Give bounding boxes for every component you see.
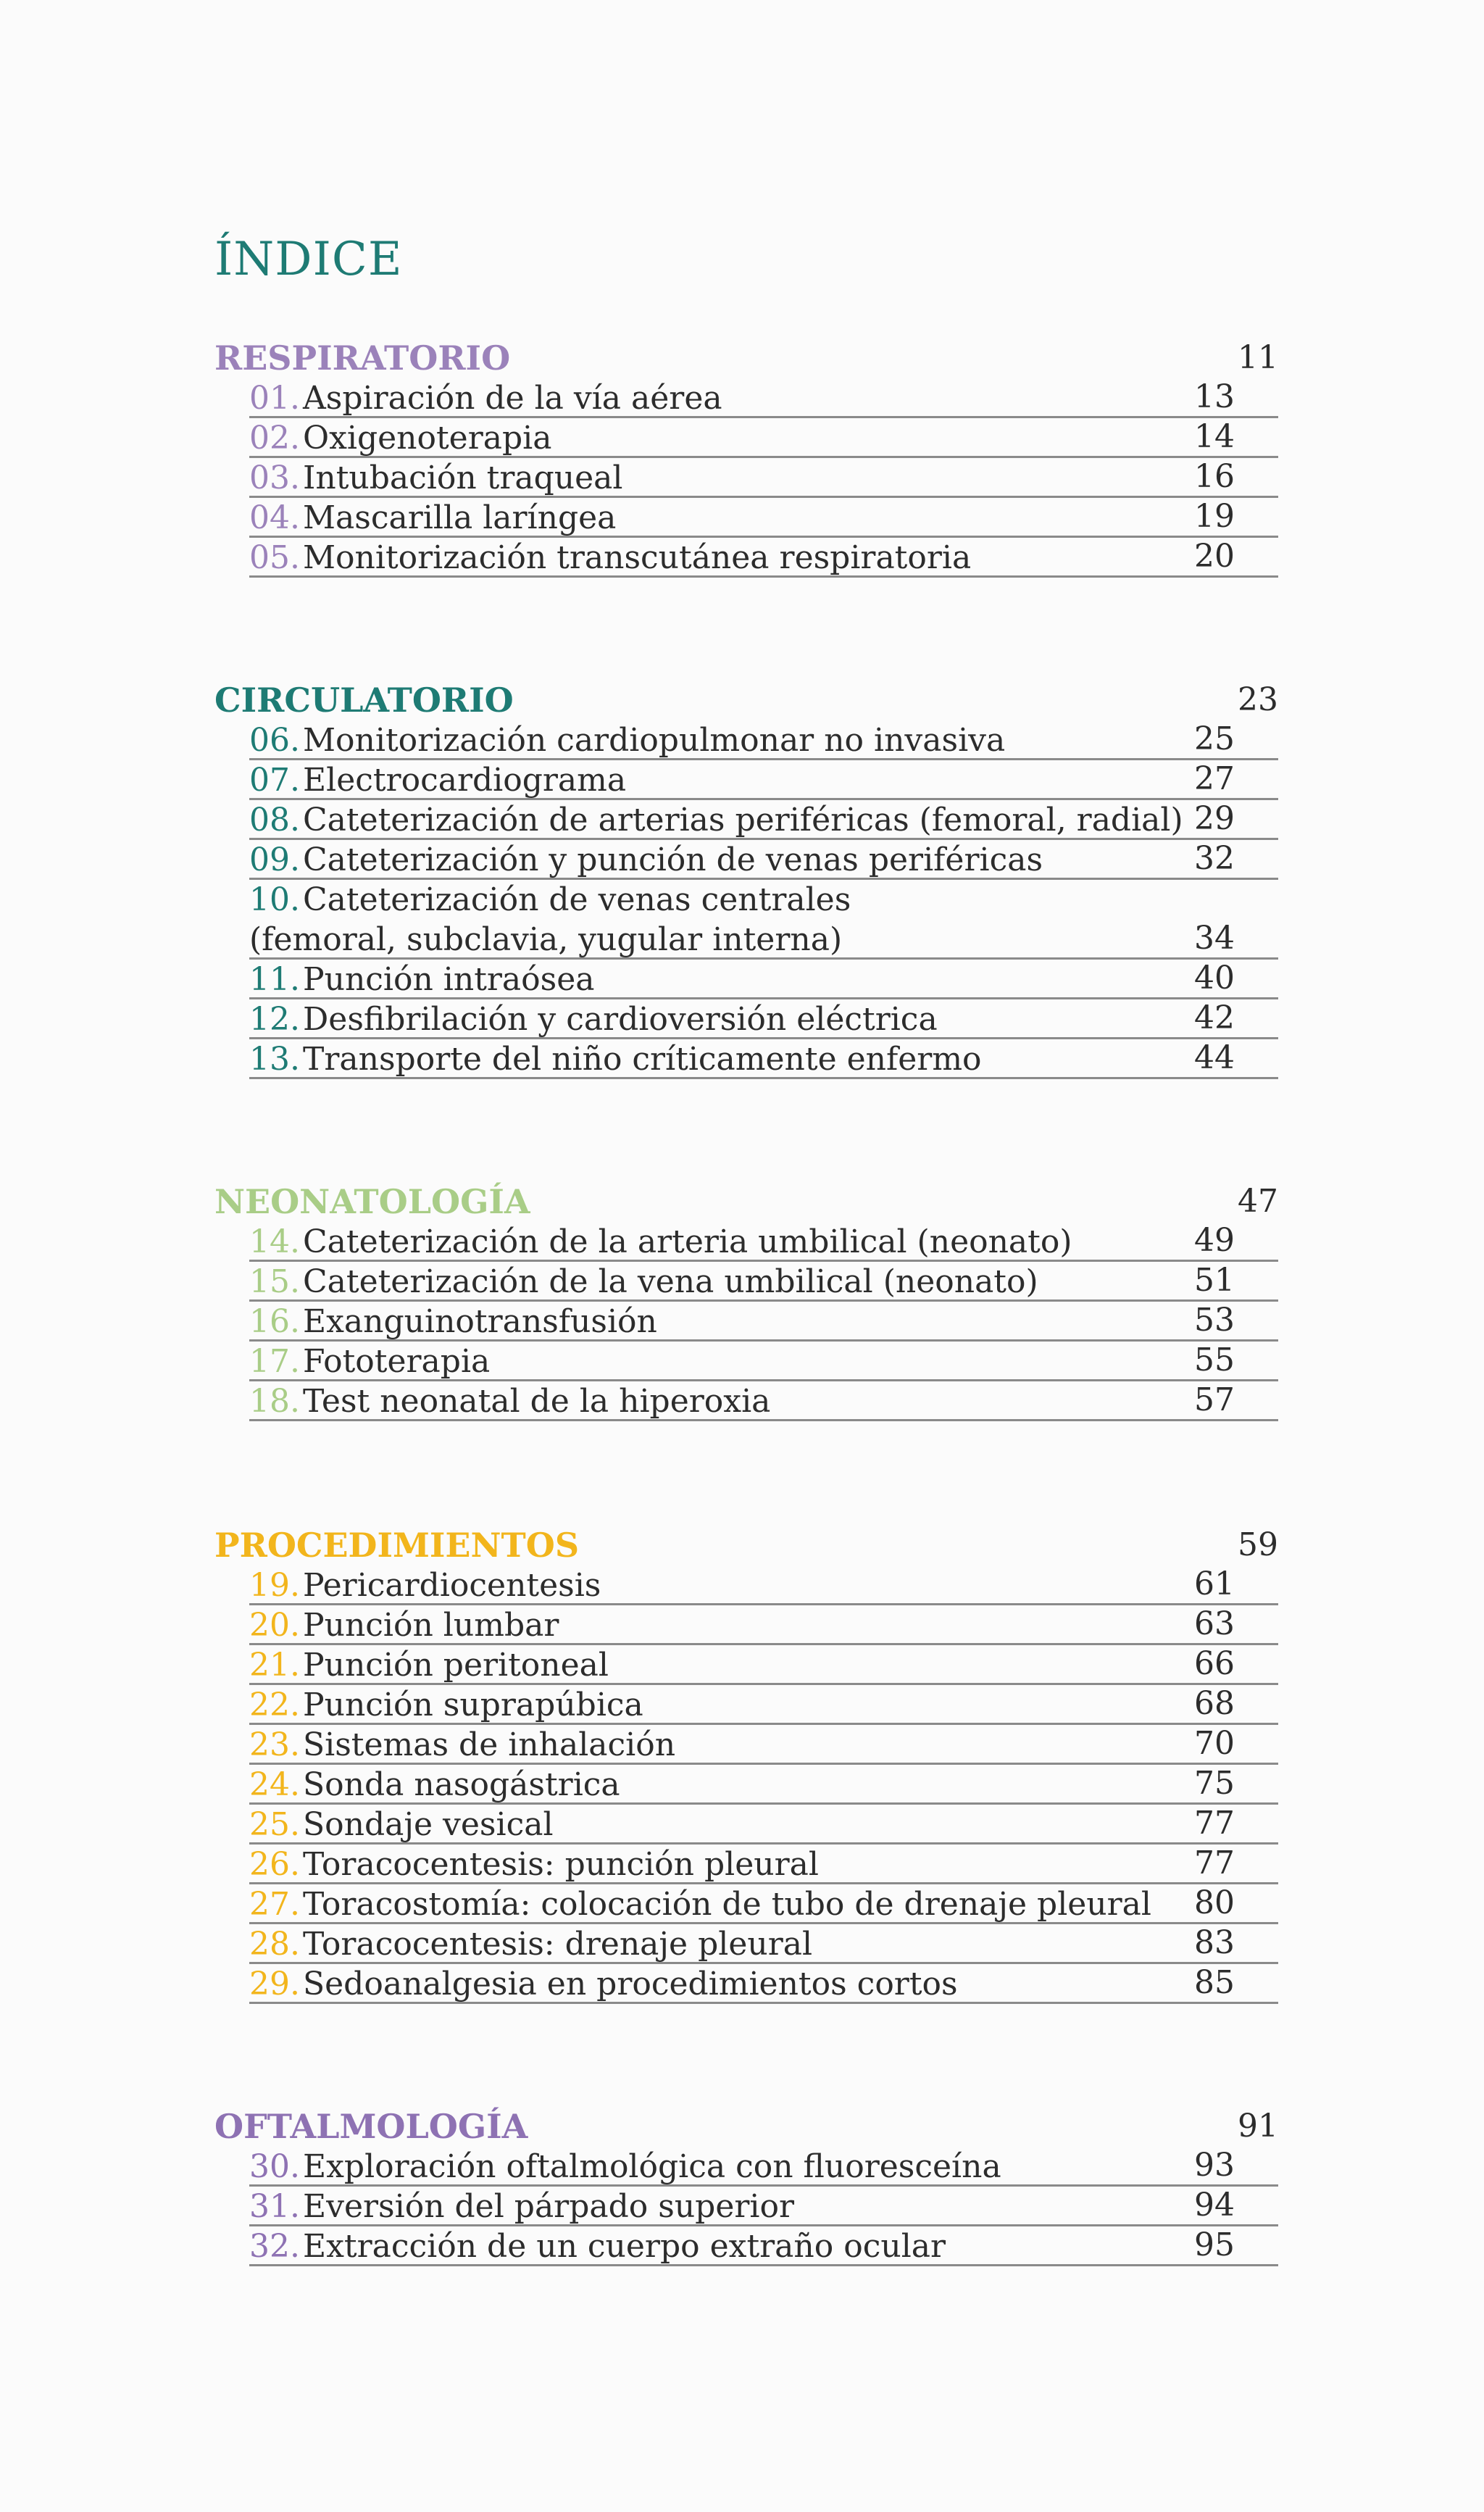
toc-entry[interactable] [249,498,1278,538]
entry-page-number: 77 [1194,1845,1235,1881]
entry-page-number: 57 [1194,1381,1235,1418]
toc-entry[interactable] [249,2187,1278,2226]
toc-entry[interactable] [249,1302,1278,1342]
entry-title: Cateterización y punción de venas periféricas [303,841,1043,878]
entry-title: Monitorización transcutánea respiratoria [303,539,972,576]
entry-number: 13. [249,1041,300,1078]
entry-page-number: 32 [1194,840,1235,877]
toc-entry[interactable] [249,1685,1278,1725]
entry-number: 26. [249,1846,300,1883]
entry-number: 18. [249,1383,300,1420]
entry-number: 27. [249,1886,300,1923]
entry-title-continued: (femoral, subclavia, yugular interna) [249,921,843,958]
entry-page-number: 25 [1194,720,1235,757]
section-title: OFTALMOLOGÍA [214,2107,528,2146]
entry-page-number: 40 [1194,960,1235,997]
entry-title: Punción intraósea [303,961,595,998]
entry-title: Toracostomía: colocación de tubo de drenaje pleural [303,1886,1151,1923]
toc-entry[interactable] [249,378,1278,418]
entry-title: Test neonatal de la hiperoxia [303,1383,771,1420]
toc-entry[interactable] [249,1964,1278,2004]
entry-page-number: 75 [1194,1765,1235,1802]
entry-title: Sonda nasogástrica [303,1766,620,1803]
toc-entry[interactable] [249,1765,1278,1805]
toc-entry[interactable] [249,960,1278,999]
entry-page-number: 80 [1194,1884,1235,1921]
section-respiratorio [214,338,1278,578]
entry-page-number: 55 [1194,1342,1235,1378]
toc-entry[interactable] [249,2147,1278,2187]
toc-entry[interactable] [249,1645,1278,1685]
toc-entry[interactable] [249,1342,1278,1381]
entry-title: Transporte del niño críticamente enfermo [303,1041,982,1078]
toc-entry[interactable] [249,1605,1278,1645]
entry-page-number: 95 [1194,2226,1235,2263]
entry-number: 08. [249,802,300,839]
section-circulatorio [214,680,1278,1079]
entry-number: 19. [249,1567,300,1604]
entry-title: Sistemas de inhalación [303,1726,676,1763]
entry-page-number: 16 [1194,458,1235,495]
entry-number: 28. [249,1926,300,1963]
entry-number: 29. [249,1966,300,2002]
entry-title: Punción peritoneal [303,1647,609,1684]
entry-title: Eversión del párpado superior [303,2188,795,2225]
entry-title: Cateterización de la vena umbilical (neonato) [303,1263,1038,1300]
entry-number: 03. [249,459,300,496]
section-title: RESPIRATORIO [214,338,511,378]
entry-title: Extracción de un cuerpo extraño ocular [303,2228,946,2265]
section-procedimientos [214,1525,1278,2004]
entry-number: 30. [249,2148,300,2185]
entry-page-number: 13 [1194,378,1235,415]
toc-entry[interactable] [249,1884,1278,1924]
section-header [214,1525,1278,1565]
entry-title: Exanguinotransfusión [303,1303,657,1340]
toc-entry[interactable] [249,1805,1278,1845]
toc-entry[interactable] [249,1845,1278,1884]
toc-entry[interactable] [249,800,1278,840]
entry-title: Aspiración de la vía aérea [303,380,722,417]
toc-entry[interactable] [249,1262,1278,1302]
entry-number: 02. [249,420,300,457]
entry-title: Punción suprapúbica [303,1687,643,1723]
entry-title: Sedoanalgesia en procedimientos cortos [303,1966,958,2002]
entry-page-number: 19 [1194,498,1235,535]
entry-number: 21. [249,1647,300,1684]
section-title: CIRCULATORIO [214,681,514,720]
entry-title: Toracocentesis: punción pleural [303,1846,819,1883]
toc-entry[interactable] [249,840,1278,880]
toc-entry[interactable] [249,720,1278,760]
toc-entry[interactable] [249,1381,1278,1421]
entry-title: Punción lumbar [303,1607,559,1644]
entry-number: 31. [249,2188,300,2225]
entry-page-number: 44 [1194,1039,1235,1076]
toc-entry[interactable] [249,1924,1278,1964]
entry-title: Cateterización de arterias periféricas (femoral, radial) [303,802,1183,839]
entry-number: 05. [249,539,300,576]
entry-page-number: 61 [1194,1565,1235,1602]
section-header [214,338,1278,378]
entry-title: Sondaje vesical [303,1806,554,1843]
entry-title: Fototerapia [303,1343,491,1380]
section-title: NEONATOLOGÍA [214,1182,530,1221]
entry-page-number: 68 [1194,1685,1235,1722]
entry-page-number: 63 [1194,1605,1235,1642]
entry-page-number: 20 [1194,538,1235,575]
section-header [214,680,1278,720]
entry-number: 20. [249,1607,300,1644]
toc-entry[interactable] [249,880,1278,960]
entry-page-number: 93 [1194,2147,1235,2184]
toc-entry[interactable] [249,1039,1278,1079]
entry-title: Oxigenoterapia [303,420,552,457]
section-header [214,2106,1278,2147]
entry-page-number: 27 [1194,760,1235,797]
toc-entry[interactable] [249,538,1278,578]
entry-page-number: 14 [1194,418,1235,455]
section-neonatologia [214,1181,1278,1421]
entry-page-number: 66 [1194,1645,1235,1682]
toc-entry[interactable] [249,458,1278,498]
entry-title: Cateterización de venas centrales [303,881,851,918]
entry-number: 01. [249,380,300,417]
entry-number: 24. [249,1766,300,1803]
toc-entry[interactable] [249,1725,1278,1765]
section-page-number: 47 [1238,1183,1278,1220]
entry-title: Toracocentesis: drenaje pleural [303,1926,813,1963]
entry-page-number: 85 [1194,1964,1235,2001]
entry-title: Mascarilla laríngea [303,499,617,536]
entry-number: 06. [249,722,300,759]
entry-page-number: 53 [1194,1302,1235,1339]
toc-entry[interactable] [249,760,1278,800]
entry-title: Pericardiocentesis [303,1567,601,1604]
page-title: ÍNDICE [214,233,403,286]
entry-number: 10. [249,881,300,918]
entry-page-number: 42 [1194,999,1235,1036]
entry-title: Monitorización cardiopulmonar no invasiva [303,722,1006,759]
entry-number: 15. [249,1263,300,1300]
entry-title: Exploración oftalmológica con fluoresceína [303,2148,1001,2185]
entry-number: 07. [249,762,300,799]
entry-number: 17. [249,1343,300,1380]
entry-page-number: 29 [1194,800,1235,837]
entry-page-number: 70 [1194,1725,1235,1762]
section-title: PROCEDIMIENTOS [214,1526,580,1565]
entry-number: 32. [249,2228,300,2265]
entry-number: 11. [249,961,300,998]
entry-title: Intubación traqueal [303,459,623,496]
entry-page-number: 77 [1194,1805,1235,1842]
entry-page-number: 94 [1194,2187,1235,2224]
entry-title: Electrocardiograma [303,762,627,799]
section-page-number: 11 [1238,339,1278,376]
entry-page-number: 49 [1194,1222,1235,1259]
entry-title: Cateterización de la arteria umbilical (neonato) [303,1223,1072,1260]
toc-entry[interactable] [249,418,1278,458]
entry-number: 14. [249,1223,300,1260]
toc-entry[interactable] [249,2226,1278,2266]
entry-page-number: 34 [1194,920,1235,957]
entry-title: Desfibrilación y cardioversión eléctrica [303,1001,938,1038]
entry-number: 04. [249,499,300,536]
section-oftalmologia [214,2106,1278,2266]
toc-entry[interactable] [249,1222,1278,1262]
entry-number: 16. [249,1303,300,1340]
entry-number: 09. [249,841,300,878]
section-header [214,1181,1278,1222]
entry-page-number: 83 [1194,1924,1235,1961]
entry-number: 25. [249,1806,300,1843]
entry-page-number: 51 [1194,1262,1235,1299]
section-page-number: 59 [1238,1526,1278,1563]
section-page-number: 23 [1238,681,1278,718]
entry-number: 23. [249,1726,300,1763]
section-page-number: 91 [1238,2108,1278,2145]
entry-number: 12. [249,1001,300,1038]
toc-entry[interactable] [249,1565,1278,1605]
toc-entry[interactable] [249,999,1278,1039]
entry-number: 22. [249,1687,300,1723]
